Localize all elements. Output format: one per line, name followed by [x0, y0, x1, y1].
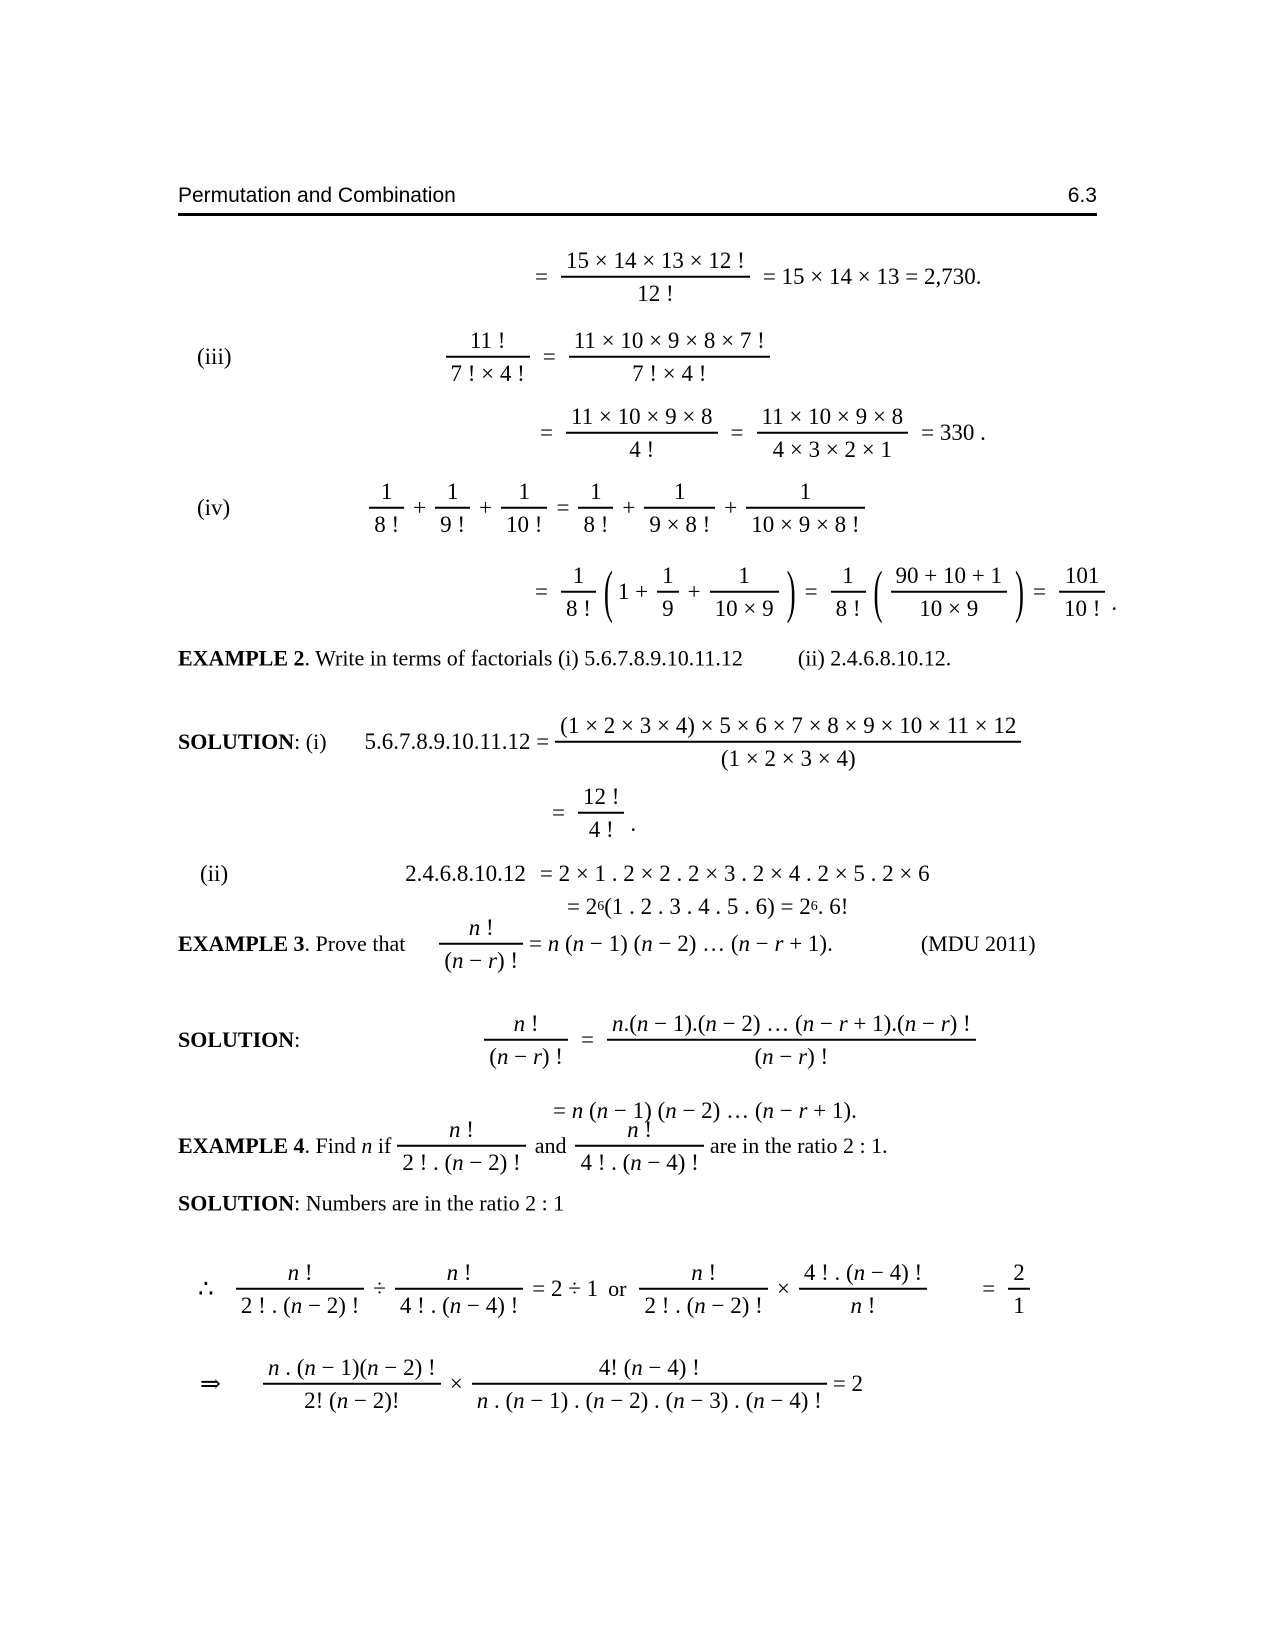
expression-part: . 6! — [817, 894, 849, 920]
statement-tail: are in the ratio 2 : 1. — [709, 1132, 888, 1158]
example-label: EXAMPLE 2 — [178, 645, 305, 671]
equals: = — [542, 344, 556, 370]
spacer — [230, 508, 363, 509]
equals: = — [535, 264, 548, 290]
solution-4-intro — [178, 1192, 564, 1217]
solution-label: SOLUTION — [178, 728, 295, 754]
spacer — [221, 1384, 257, 1385]
result-text: = 330 . — [921, 420, 986, 446]
fraction: $\frac{12 !}{4 !}$ — [578, 784, 624, 843]
solution-3 — [178, 1011, 982, 1070]
spacer — [743, 659, 798, 660]
expression-lhs: 5.6.7.8.9.10.11.12 = — [364, 729, 550, 755]
statement-text: . Find n if — [304, 1132, 392, 1158]
example-4-statement — [178, 1117, 888, 1176]
times: × — [449, 1371, 463, 1397]
solution-2i — [178, 713, 1027, 772]
fraction-bar — [746, 507, 864, 509]
implies-symbol: ⇒ — [200, 1369, 221, 1398]
example-label: EXAMPLE 3 — [178, 930, 305, 956]
equation-ii-result — [528, 248, 988, 307]
fraction-bar — [236, 1288, 364, 1290]
result-text: = 2 — [832, 1371, 864, 1397]
left-paren: ( — [603, 559, 613, 624]
expression-part: (1 . 2 . 3 . 4 . 5 . 6) = 2 — [604, 894, 811, 920]
fraction-bar — [799, 1288, 927, 1290]
fraction-bar — [578, 812, 624, 814]
equation-iv-line1 — [197, 479, 871, 538]
fraction: $\frac{90 + 10 + 1}{10 \times 9}$ — [891, 563, 1007, 622]
source-citation: (MDU 2011) — [920, 930, 1036, 956]
inner-term: 1 + — [617, 579, 649, 605]
fraction: $\frac{1}{10 \times 9}$ — [710, 563, 779, 622]
solution-text: : — [294, 1026, 301, 1052]
fraction: $\frac{4 ! . (n - 4) !}{n !}$ — [799, 1260, 927, 1319]
fraction-bar — [435, 507, 470, 509]
fraction: $\frac{1}{9}$ — [657, 563, 679, 622]
fraction: $\frac{2}{1}$ — [1008, 1260, 1030, 1319]
divide: ÷ — [373, 1276, 386, 1302]
equals: = — [552, 800, 565, 826]
header-rule — [178, 213, 1097, 216]
fraction: $\frac{1}{8 !}$ — [561, 563, 596, 622]
fraction: $\frac{11 \times 10 \times 9 \times 8}{4 \times 3 \times 2 \times 1}$ — [757, 404, 909, 463]
fraction-bar — [657, 591, 679, 593]
statement-text: . Write in terms of factorials (i) 5.6.7.8.9.10.11.12 — [304, 645, 743, 671]
right-paren: ) — [786, 559, 796, 624]
fraction-bar — [397, 1145, 525, 1147]
fraction: $\frac{n !}{4 ! . (n - 4) !}$ — [575, 1117, 703, 1176]
fraction: $\frac{n !}{(n - r) !}$ — [484, 1011, 568, 1070]
example-label: EXAMPLE 4 — [178, 1132, 305, 1158]
spacer — [214, 1289, 230, 1290]
fraction: $\frac{1}{8 !}$ — [578, 479, 613, 538]
equals: = — [540, 420, 553, 446]
solution-text: : (i) — [294, 728, 327, 754]
period: . — [1111, 589, 1118, 615]
item-label: (iv) — [197, 495, 231, 521]
page-header — [178, 184, 1097, 208]
fraction: $\frac{101}{10 !}$ — [1059, 563, 1105, 622]
fraction-bar — [555, 741, 1021, 743]
period: . — [630, 810, 637, 836]
fraction-bar — [395, 1288, 523, 1290]
fraction-bar — [446, 356, 530, 358]
fraction: $\frac{n !}{(n - r) !}$ — [439, 915, 523, 974]
fraction-bar — [607, 1039, 976, 1041]
fraction: $\frac{n !}{2 ! . (n - 2) !}$ — [639, 1260, 767, 1319]
fraction: $\frac{1}{9 \times 8 !}$ — [644, 479, 715, 538]
fraction-bar — [561, 276, 750, 278]
fraction-bar — [369, 507, 404, 509]
spacer — [327, 742, 365, 743]
fraction-bar — [566, 432, 718, 434]
solution-2ii-line1 — [200, 861, 930, 887]
fraction-bar — [891, 591, 1007, 593]
fraction-bar — [1059, 591, 1105, 593]
fraction-bar — [757, 432, 909, 434]
expression-rhs: = 2 × 1 . 2 × 2 . 2 × 3 . 2 × 4 . 2 × 5 . 2 × 6 — [539, 861, 930, 887]
equals: = — [580, 1027, 594, 1053]
expression-lhs: 2.4.6.8.10.12 — [405, 861, 526, 887]
expression-rhs: = n (n − 1) (n − 2) … (n − r + 1). — [553, 1098, 857, 1124]
fraction: $\frac{n.(n - 1).(n - 2) \dots (n - r + 1).(n - r) !}{(n - r) !}$ — [607, 1011, 976, 1070]
example-3-statement — [178, 915, 1036, 974]
fraction-bar — [578, 507, 613, 509]
fraction: $\frac{11 !}{7 ! \times 4 !}$ — [446, 328, 530, 387]
times: × — [776, 1276, 790, 1302]
fraction: $\frac{n !}{4 ! . (n - 4) !}$ — [395, 1260, 523, 1319]
fraction-bar — [831, 591, 866, 593]
left-paren: ( — [873, 559, 883, 624]
fraction: $\frac{1}{10 !}$ — [501, 479, 547, 538]
spacer — [405, 944, 433, 945]
spacer — [526, 874, 540, 875]
fraction: $\frac{n !}{2 ! . (n - 2) !}$ — [397, 1117, 525, 1176]
fraction-bar — [484, 1039, 568, 1041]
fraction-bar — [439, 943, 523, 945]
plus: + — [479, 495, 493, 521]
spacer — [933, 1289, 975, 1290]
superscript: 6 — [597, 899, 605, 915]
statement-text: . Prove that — [304, 930, 406, 956]
equation-iv-line2 — [528, 559, 1118, 624]
running-title: Permutation and Combination — [178, 184, 456, 207]
equation-iii-line2 — [533, 404, 993, 463]
item-label: (iii) — [197, 344, 232, 370]
middle-text: = 2 ÷ 1 — [532, 1276, 599, 1302]
equals: = — [556, 495, 570, 521]
spacer — [228, 874, 405, 875]
fraction: $\frac{11 \times 10 \times 9 \times 8}{4 !}$ — [566, 404, 718, 463]
fraction: $\frac{(1 \times 2 \times 3 \times 4) \times 5 \times 6 \times 7 \times 8 \times 9 \times 10 \times 11 \times 12}{(1 \times 2 \times 3 \times 4)}$ — [555, 713, 1021, 772]
plus: + — [687, 579, 701, 605]
fraction-bar — [710, 591, 779, 593]
fraction-bar — [472, 1383, 827, 1385]
equals: = — [1032, 579, 1046, 605]
and-text: and — [534, 1132, 567, 1158]
or-text: or — [608, 1275, 627, 1301]
spacer — [300, 1040, 478, 1041]
fraction-bar — [501, 507, 547, 509]
fraction: $\frac{4! (n - 4) !}{n . (n - 1) . (n - 2) . (n - 3) . (n - 4) !}$ — [472, 1355, 827, 1414]
expression-rhs: = n (n − 1) (n − 2) … (n − r + 1). — [529, 931, 833, 957]
solution-text: : Numbers are in the ratio 2 : 1 — [294, 1190, 565, 1216]
fraction: $\frac{1}{10 \times 9 \times 8 !}$ — [746, 479, 864, 538]
equals: = — [804, 579, 818, 605]
plus: + — [724, 495, 738, 521]
fraction-bar — [569, 356, 770, 358]
fraction-bar — [575, 1145, 703, 1147]
plus: + — [622, 495, 636, 521]
fraction: $\frac{11 \times 10 \times 9 \times 8 \times 7 !}{7 ! \times 4 !}$ — [569, 328, 770, 387]
fraction: $\frac{1}{9 !}$ — [435, 479, 470, 538]
solution-label: SOLUTION — [178, 1190, 295, 1216]
equation-iii-line1 — [197, 328, 776, 387]
fraction-bar — [639, 1288, 767, 1290]
equals: = — [535, 579, 548, 605]
expression-part: = 2 — [567, 894, 598, 920]
equals: = — [730, 420, 744, 446]
therefore-symbol: ∴ — [198, 1274, 214, 1303]
fraction: $\frac{1}{8 !}$ — [369, 479, 404, 538]
page-number: 6.3 — [1067, 184, 1097, 207]
example-2-statement — [178, 647, 951, 672]
fraction: $\frac{1}{8 !}$ — [831, 563, 866, 622]
solution-2i-result — [545, 784, 636, 843]
fraction-bar — [263, 1383, 441, 1385]
fraction: $\frac{n !}{2 ! . (n - 2) !}$ — [236, 1260, 364, 1319]
equals: = — [982, 1276, 996, 1302]
solution-4-line1 — [198, 1260, 1036, 1319]
solution-label: SOLUTION — [178, 1026, 295, 1052]
fraction-bar — [561, 591, 596, 593]
spacer — [232, 357, 440, 358]
fraction-bar — [644, 507, 715, 509]
solution-4-line2 — [200, 1355, 863, 1414]
result-text: = 15 × 14 × 13 = 2,730. — [762, 264, 982, 290]
spacer — [833, 944, 921, 945]
fraction-bar — [1008, 1288, 1030, 1290]
right-paren: ) — [1014, 559, 1024, 624]
plus: + — [413, 495, 427, 521]
fraction: $\frac{15 \times 14 \times 13 \times 12 !}{12 !}$ — [561, 248, 750, 307]
item-label: (ii) — [200, 861, 229, 887]
fraction: $\frac{n . (n - 1)(n - 2) !}{2! (n - 2)!}$ — [263, 1355, 441, 1414]
statement-part2: (ii) 2.4.6.8.10.12. — [797, 645, 952, 671]
superscript: 6 — [810, 899, 818, 915]
